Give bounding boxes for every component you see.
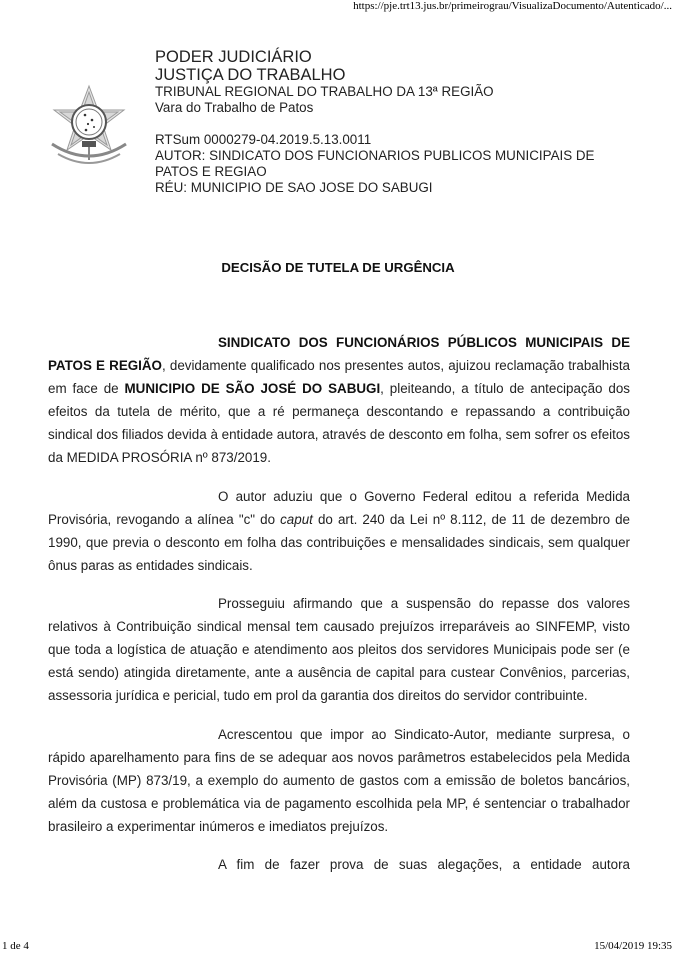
autor-name-bold: SINDICATO DOS FUNCIONÁRIOS PÚBLICOS MUNICIPAIS DE PATOS E REGIÃO xyxy=(48,335,630,373)
page-counter: 1 de 4 xyxy=(2,940,29,952)
autor-line-2: PATOS E REGIAO xyxy=(155,164,267,179)
process-number: RTSum 0000279-04.2019.5.13.0011 xyxy=(155,132,372,147)
paragraph-1-text-a: , devidamente qualificado nos presentes autos, ajuizou reclamação trabalhista em face de xyxy=(48,358,630,396)
paragraph-2-text-a: O autor aduziu que o Governo Federal editou a referida Medida Provisória, revogando a alínea "c" do xyxy=(48,488,630,527)
reu-name-bold: MUNICIPIO DE SÃO JOSÉ DO SABUGI xyxy=(124,381,381,396)
header-vara: Vara do Trabalho de Patos xyxy=(155,100,314,115)
paragraph-4: Acrescentou que impor ao Sindicato-Autor, mediante surpresa, o rápido aparelhamento para fins de se adequar aos novos parâmetros estabelecidos pela Medida Provisória (MP) 873/19, a exemplo do aumento de gastos com a emissão de boletos bancários, além da custosa e problemática via de pagamento escolhida pela MP, é sentenciar o trabalhador brasileiro a experimentar inúmeros e imediatos prejuízos. xyxy=(48,726,630,834)
paragraph-2-text-b: do art. 240 da Lei nº 8.112, de 11 de dezembro de 1990, que previa o desconto em folha das contribuições e mensalidades sindicais, sem qualquer ônus paras as entidades sindicais. xyxy=(48,511,630,573)
paragraph-5: A fim de fazer prova de suas alegações, a entidade autora xyxy=(218,857,630,872)
paragraph-2 xyxy=(48,485,630,577)
paragraph-3: Prosseguiu afirmando que a suspensão do repasse dos valores relativos à Contribuição sindical mensal tem causado prejuízos irreparáveis ao SINFEMP, visto que toda a logística de atuação e atendimento aos pleitos dos servidores Municipais pode ser (e está sendo) atingida diretamente, ante a ausência de capital para custear Convênios, parcerias, assessoria jurídica e pericial, tudo em prol da garantia dos direitos do servidor contribuinte. xyxy=(48,596,630,703)
print-timestamp: 15/04/2019 19:35 xyxy=(594,940,672,952)
reu-line: RÉU: MUNICIPIO DE SAO JOSE DO SABUGI xyxy=(155,180,433,195)
autor-line-1: AUTOR: SINDICATO DOS FUNCIONARIOS PUBLICOS MUNICIPAIS DE xyxy=(155,148,595,163)
paragraph-1-text-b: , pleiteando, a título de antecipação dos efeitos da tutela de mérito, que a ré permaneça descontando e repassando a contribuição sindical dos filiados devida à entidade autora, através de desconto em folha, sem sofrer os efeitos da MEDIDA PROSÓRIA nº 873/2019. xyxy=(48,381,630,465)
document-header xyxy=(155,48,594,196)
brazil-coat-of-arms-icon xyxy=(48,84,130,172)
header-justica-do-trabalho: JUSTIÇA DO TRABALHO xyxy=(155,66,346,84)
header-poder-judiciario: PODER JUDICIÁRIO xyxy=(155,48,312,66)
caput-italic: caput xyxy=(280,511,313,527)
browser-url: https://pje.trt13.jus.br/primeirograu/VisualizaDocumento/Autenticado/... xyxy=(353,0,672,12)
header-tribunal: TRIBUNAL REGIONAL DO TRABALHO DA 13ª REGIÃO xyxy=(155,84,494,99)
document-body xyxy=(48,331,630,892)
document-title: DECISÃO DE TUTELA DE URGÊNCIA xyxy=(221,260,455,275)
paragraph-1 xyxy=(48,331,630,469)
